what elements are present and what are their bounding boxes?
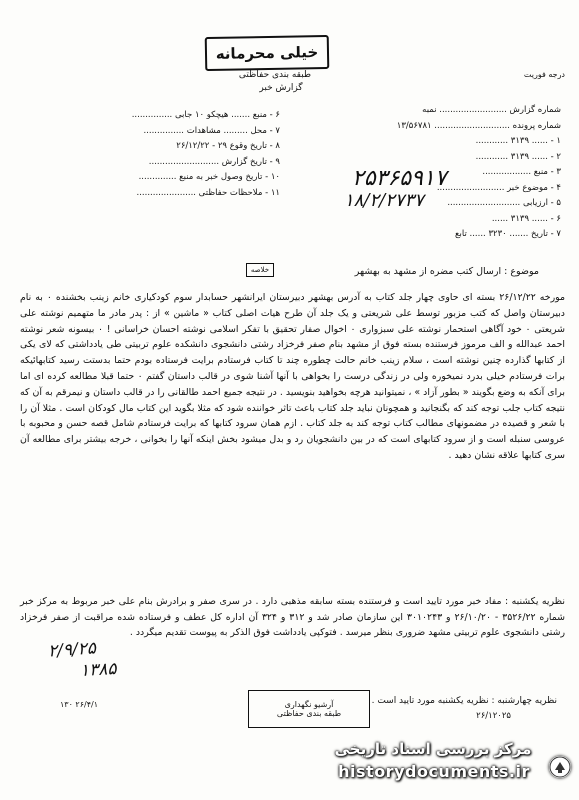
header-field: ۹ - تاریخ گزارش .......................... — [148, 156, 280, 167]
archive-logo-icon — [549, 756, 571, 778]
header-field: شماره گزارش ......................... نمبه — [422, 105, 561, 115]
classification-subtitle: طبقه بندی حفاظتی — [238, 70, 312, 80]
header-field: ۷ - تاریخ ....... ۳۲۳۰ ...... تابع — [454, 229, 561, 239]
header-field: ۳ - منبع .................. — [482, 167, 561, 177]
subject-line: موضوع : ارسال کتب مضره از مشهد به بهشهر — [354, 266, 539, 277]
header-field: ۱۱ - ملاحظات حفاظتی ...................... — [136, 187, 280, 198]
classification-stamp: خیلی محرمانه — [205, 35, 330, 71]
watermark-url[interactable]: historydocuments.ir — [338, 762, 530, 781]
signature-stamp — [248, 690, 370, 728]
header-field: ۱ - ...... ۳۱۳۹ ............ — [475, 136, 561, 146]
urgency-label: درجه فوریت — [523, 70, 565, 79]
handwritten-signature: ۲/۹/۲۵ — [47, 638, 97, 662]
watermark-title: مرکز بررسی اسناد تاریخی — [334, 740, 532, 758]
header-field: شماره پرونده ............................ ۱۳/۵۶۷۸۱ — [396, 120, 561, 131]
header-field: ۱۰ - تاریخ وصول خبر به منبع .............. — [138, 172, 280, 182]
subject-tag: خلاصه — [246, 263, 274, 277]
handwritten-signature-2: ۱۳۸۵ — [79, 659, 118, 681]
header-field: ۸ - تاریخ وقوع ۲۹ - ۲۶/۱۲/۲۲ — [176, 141, 280, 151]
header-field: ۵ - ارزیابی ........................... — [447, 198, 561, 208]
body-paragraph: مورخه ۲۶/۱۲/۲۲ بسته ای حاوی چهار جلد کتاب به آدرس بهشهر دبیرستان ایرانشهر حسابدار سوم کودکیاری خانم زینب بخشنده ۰ به نام دبیرستان واصل که کتب مزبور توسط علی شریعتی و یک جلد آن طرح هیات اصلی کتاب « ماشین » از : پدر مادر ما متهمیم نوشته علی شریعتی ۰ خود آگاهی استحمار نوشته علی سبزواری ۰ اخوال صفار تحقیق با تفکر اسلامی نوشته احسان خراسانی ! ۰ بیسونه شعر نوشته احمد عبدالله و الف مرموز فرستنده بسته فوق از مشهد بنام صفر فرخزاد رشتی دانشجوی دانشکده علوم تربیتی طی یادداشتی که لای یکی از کتابها گذارده چنین نوشته است ، سلام زینب خانم حالت چطوره چند تا کتاب فرستادم برایت فرستاده بودم حتما بدستت رسید کتابهائیکه برات فرستادم خیلی بدرد نمیخوره ولی در زندگی درست را بخواهی با آنها آشنا شوی در قالب داستان گفتم ۰ حتما قبلا مطالعه کرده ای اما برای آنکه به وضع بگویند « بطور آزاد » ، نمیتوانید هرچه بخواهید بنویسید . در نتیجه جمیع احمد طالقانی را در قالب داستان و نیمرقم به آن که نتیجه کتاب جلب توجه کند که بگنجانید و همچونان نباید جلد کتاب باعث تاثر خواننده شود که مثلا بگوید این کتاب مال کودکان است . مثلا آن را با شعر و قصیده در مضمونهای مطالب کتاب توجه کند به جلد کتاب . ازم همان سرود کتابها که برایت فرستادم شامل قصه حسن و محبوبه با عروسی سنبله است و از سرود کتابهای است که در بین دانشجویان رد و بدل میشود بخش اینکه آنها را بخوانی ، خرجه بیشتر برای مطالعه آن سری کتابها علاقه نشان دهید . — [20, 292, 566, 461]
handwritten-number: ۲۵۳۶۵۹۱۷ — [352, 166, 447, 191]
signature-stamp-line1: آرشیو نگهداری — [284, 700, 334, 709]
report-type: گزارش خبر — [259, 83, 303, 93]
header-field: ۶ - منبع ....... هیچکو ۱۰ جابی ............... — [131, 110, 280, 120]
handwritten-date: ۱۸/۲/۲۷۳۷ — [344, 190, 424, 211]
signature-stamp-line2: طبقه بندی حفاظتی — [276, 709, 342, 718]
header-field: ۶ - ...... ۳۱۳۹ ...... — [491, 213, 561, 224]
header-fields-left — [20, 108, 280, 201]
header-field: ۷ - محل ......... مشاهدات ............... — [143, 125, 280, 136]
final-code: ۲۶/۱۲۰۲۵ — [476, 711, 511, 721]
report-notes — [20, 594, 565, 641]
left-code: ۱۳۰ ۲۶/۴/۱ — [60, 700, 99, 709]
header-field: ۲ - ...... ۳۱۳۹ ............ — [475, 151, 561, 162]
final-note: نظریه چهارشنبه : نظریه یکشنبه مورد تایید است . — [371, 696, 557, 706]
header-field: ۴ - موضوع خبر ......................... — [436, 182, 561, 193]
report-body — [20, 290, 565, 464]
notes-paragraph: نظریه یکشنبه : مفاد خبر مورد تایید است و فرستنده بسته سابقه مذهبی دارد . در سری صفر و برادرش بنام علی خبر مربوط به مرکز خبر شماره ۳۵۲۶/۲۲ - ۲۶/۱۰/۲۰ و ۳۰۱۰۲۴۳ این سازمان صادر شد و ۳۱۲ و ۳۲۴ آن اداره کل عطف و فرستاده شده مراقبت از صفر فرخزاد رشتی دانشجوی علوم تربیتی مشهد ضروری بنظر میرسد . فتوکپی یادداشت فوق الذکر به پیوست تقدیم میگردد . — [20, 596, 566, 639]
